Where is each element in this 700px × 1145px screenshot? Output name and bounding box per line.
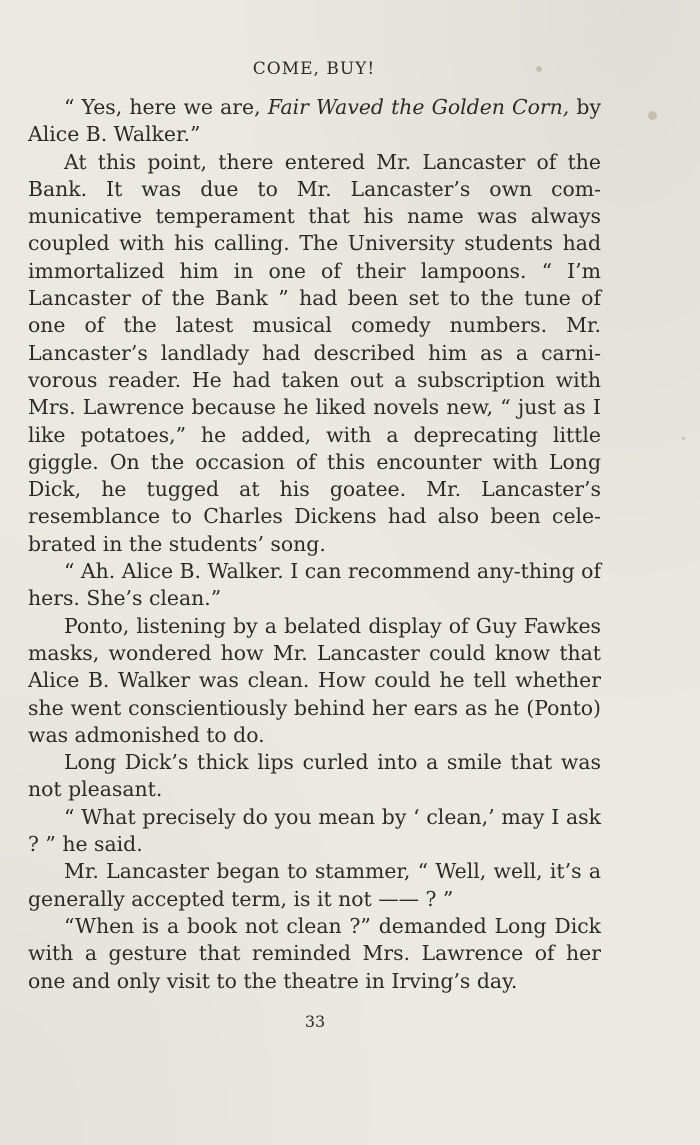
- paragraph-6: “ What precisely do you mean by ‘ clean,’ may I ask ? ” he said.: [28, 804, 601, 857]
- paragraph-4: Ponto, listening by a belated display of Guy Fawkes masks, wondered how Mr. Lancaster could know that Alice B. Walker was clean. How could he tell whether she went conscientiously behind her ears as he (Ponto) was admonished to do.: [28, 613, 601, 747]
- paper-speck: [536, 66, 542, 72]
- paragraph-1-lead: “ Yes, here we are,: [64, 95, 268, 119]
- paragraph-3: “ Ah. Alice B. Walker. I can recommend any-thing of hers. She’s clean.”: [28, 559, 601, 611]
- paragraph-1: [28, 94, 601, 149]
- paragraph-5: Long Dick’s thick lips curled into a smile that was not pleasant.: [28, 750, 601, 802]
- paper-speck: [648, 111, 657, 120]
- paragraph-7: Mr. Lancaster began to stammer, “ Well, well, it’s a generally accepted term, is it not —— ? ”: [28, 859, 601, 911]
- running-head: COME, BUY!: [252, 59, 376, 79]
- paragraph-1-tail: by Alice B. Walker.”: [28, 95, 601, 147]
- paragraph-8: “When is a book not clean ?” demanded Long Dick with a gesture that reminded Mrs. Lawrence of her one and only visit to the theatre in Irving’s day.: [28, 913, 601, 993]
- page-number: 33: [304, 1012, 326, 1031]
- paper-speck: [682, 437, 685, 440]
- paragraph-2: At this point, there entered Mr. Lancaster of the Bank. It was due to Mr. Lancaster’s own com-municative temperament that his name was always coupled with his calling. The University students had immortalized him in one of their lampoons. “ I’m Lancaster of the Bank ” had been set to the tune of one of the latest musical comedy numbers. Mr. Lancaster’s landlady had described him as a carni-vorous reader. He had taken out a subscription with Mrs. Lawrence because he liked novels new, “ just as I like potatoes,” he added, with a deprecating little giggle. On the occasion of this encounter with Long Dick, he tugged at his goatee. Mr. Lancaster’s resemblance to Charles Dickens had also been cele-brated in the students’ song.: [28, 149, 601, 556]
- book-title: Fair Waved the Golden Corn,: [267, 95, 570, 119]
- body-text: [28, 94, 601, 995]
